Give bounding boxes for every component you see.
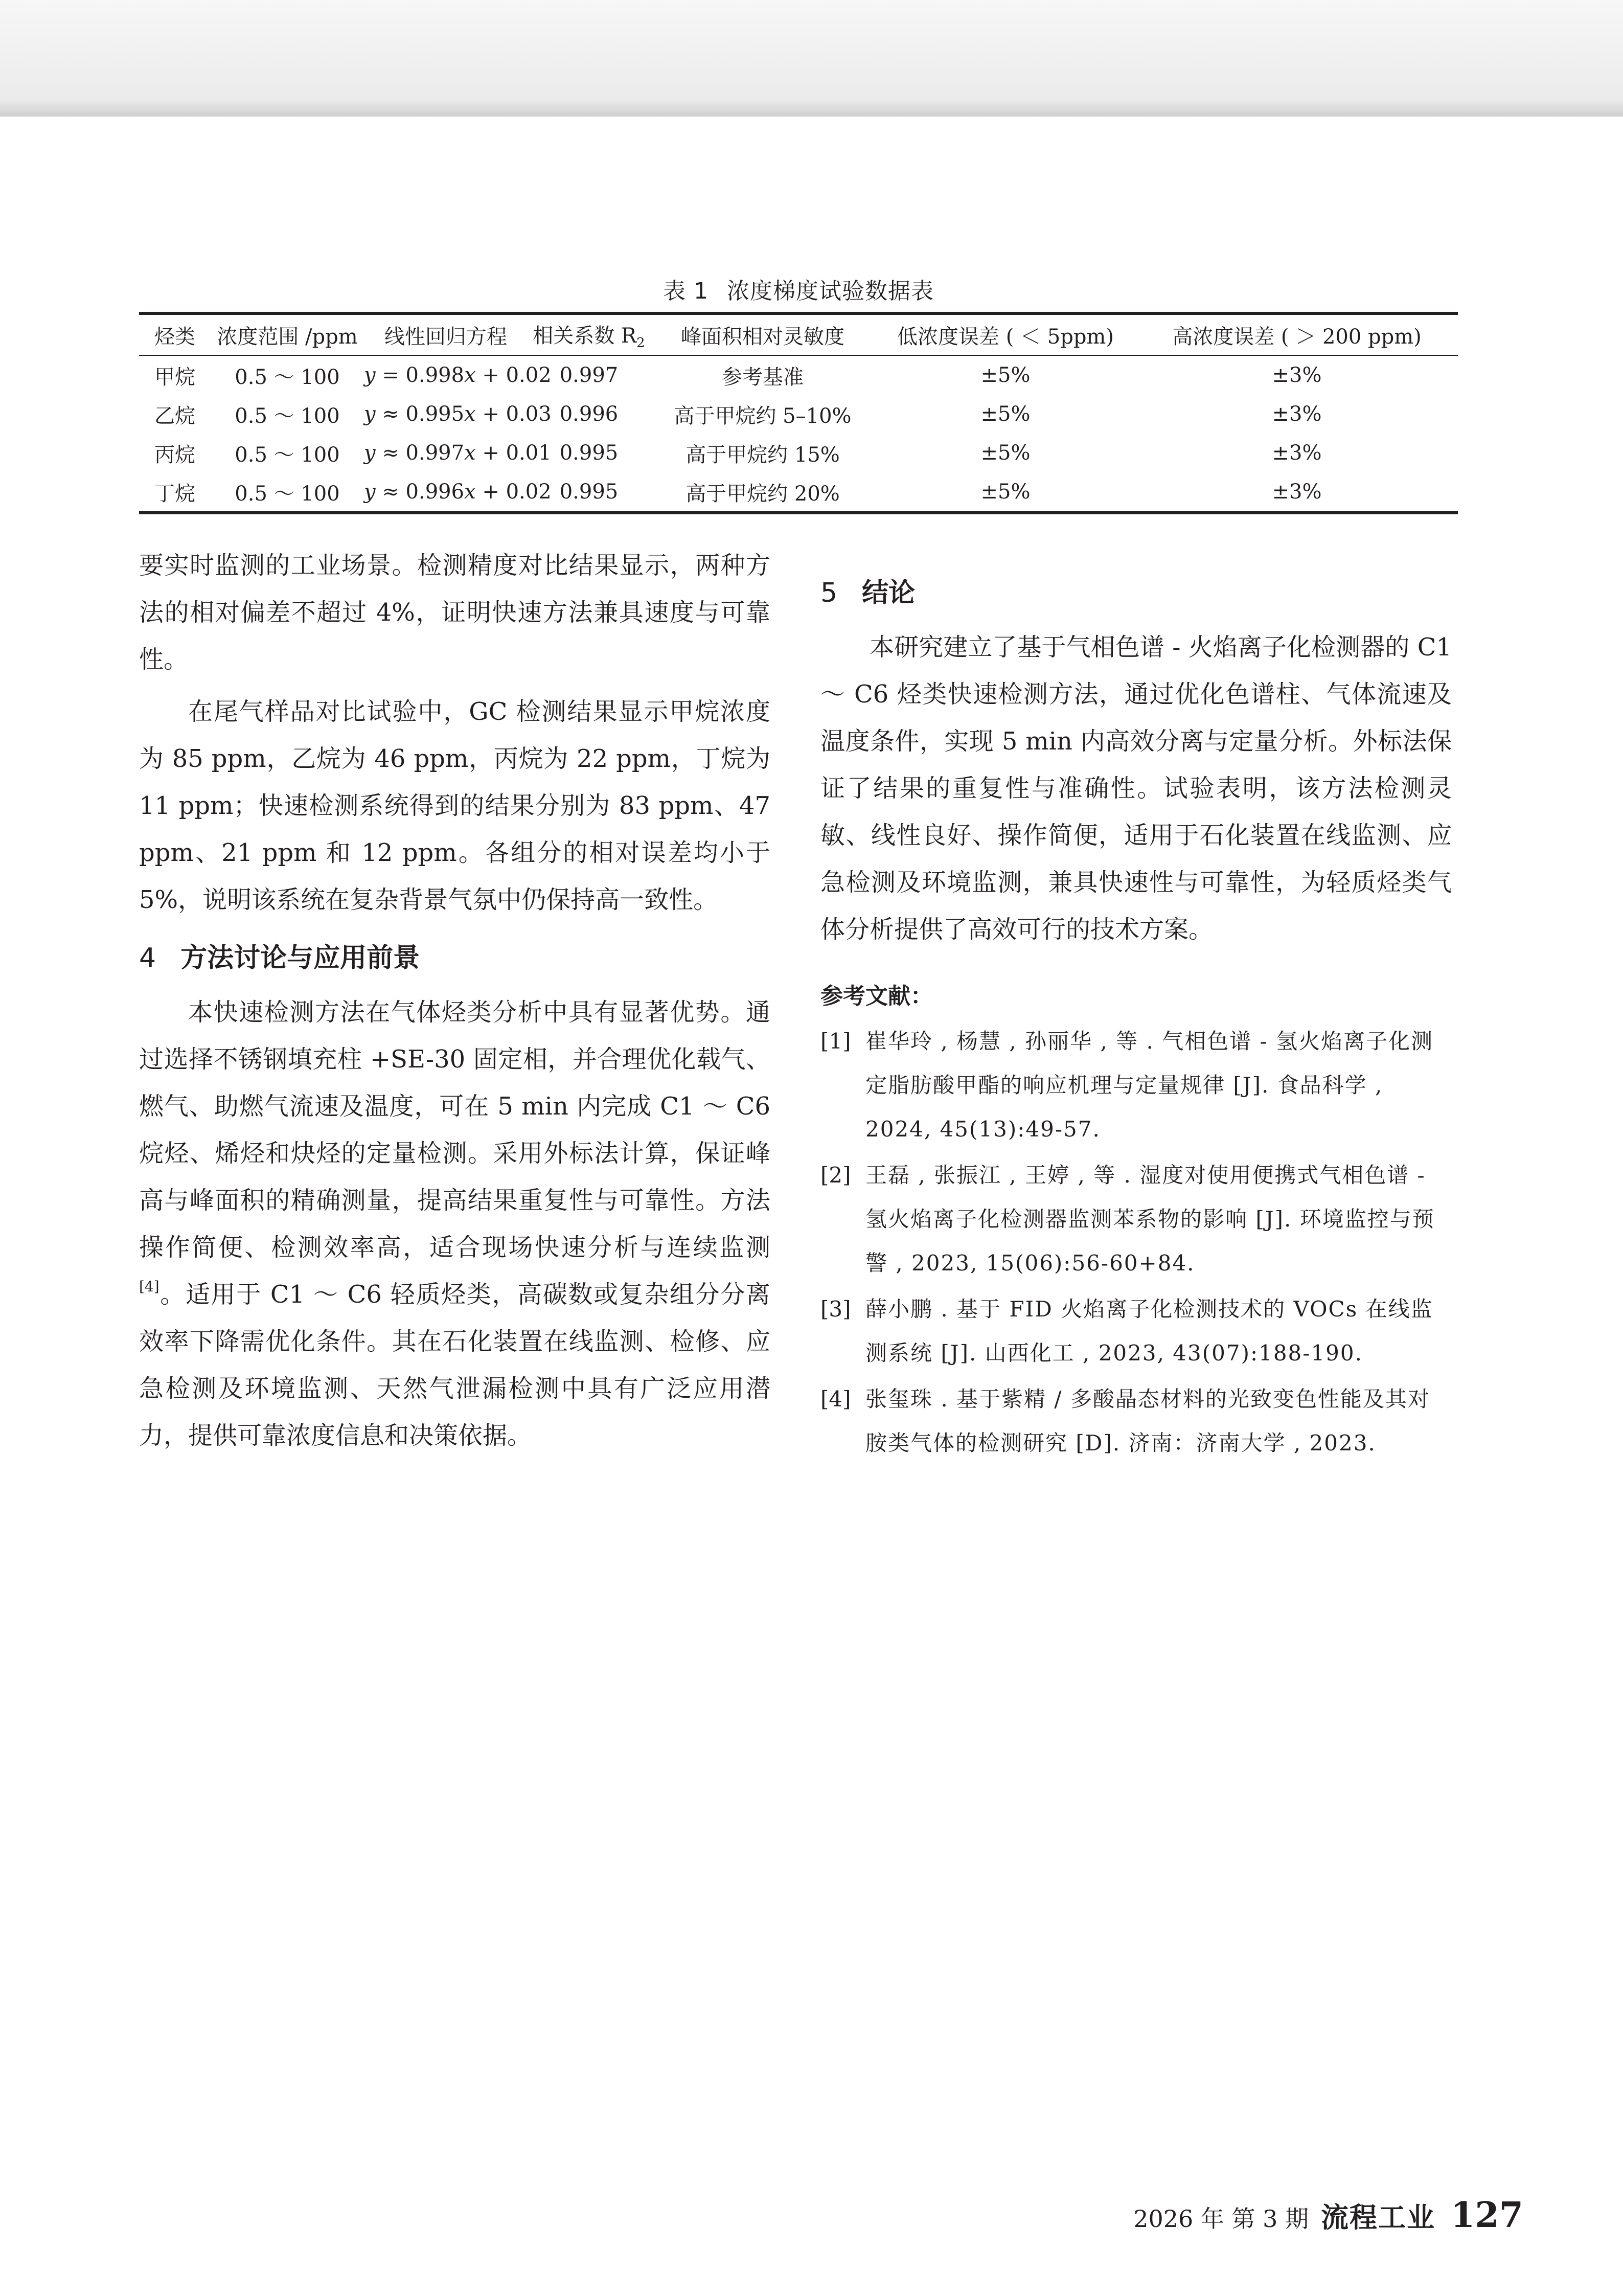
reference-text: 王磊 , 张振江 , 王婷 , 等 . 湿度对使用便携式气相色谱 - 氢火焰离子化检测器监测苯系物的影响 [J]. 环境监控与预警 , 2023, 15(06):56-60+84. xyxy=(865,1163,1435,1276)
cell-low-error: ±5% xyxy=(980,441,1031,465)
reference-text: 崔华玲 , 杨慧 , 孙丽华 , 等 . 气相色谱 - 氢火焰离子化测定脂肪酸甲酯的响应机理与定量规律 [J]. 食品科学 , 2024, 45(13):49-57. xyxy=(865,1029,1434,1142)
cell-low-error: ±5% xyxy=(980,402,1031,426)
left-column xyxy=(139,542,770,1459)
cell-sensitivity: 高于甲烷约 5–10% xyxy=(674,404,852,428)
reference-number: [1] xyxy=(820,1029,851,1054)
table-header-cell: 高浓度误差 ( ＞ 200 ppm) xyxy=(1136,313,1458,355)
header-r-label: 相关系数 R xyxy=(533,324,637,348)
cell-equation: y ≈ 0.995x + 0.03 xyxy=(364,402,552,426)
table-header-cell: 浓度范围 /ppm xyxy=(211,313,364,355)
data-table-block xyxy=(139,271,1458,514)
reference-number: [4] xyxy=(820,1386,851,1412)
reference-item xyxy=(820,1153,1452,1285)
cell-high-error: ±3% xyxy=(1272,441,1322,465)
table-header-cell xyxy=(528,313,650,355)
reference-text: 张玺珠 . 基于紫精 / 多酸晶态材料的光致变色性能及其对胺类气体的检测研究 [D]. 济南：济南大学 , 2023. xyxy=(865,1386,1430,1456)
section-title: 结论 xyxy=(862,578,916,608)
section-title: 方法讨论与应用前景 xyxy=(180,943,420,973)
cell-r: 0.995 xyxy=(528,472,650,513)
table-row xyxy=(139,434,1458,472)
cell-range: 0.5 ～ 100 xyxy=(235,365,340,389)
references-heading: 参考文献： xyxy=(820,983,933,1009)
table-caption xyxy=(139,271,1458,312)
top-gray-band xyxy=(0,0,1623,117)
cell-low-error: ±5% xyxy=(980,363,1031,387)
table-row xyxy=(139,355,1458,395)
table-row xyxy=(139,395,1458,434)
table-header-row xyxy=(139,313,1458,355)
cell-sensitivity: 高于甲烷约 15% xyxy=(685,443,840,467)
issue-info: 2026 年 第 3 期 xyxy=(1133,2205,1309,2233)
table-caption-number: 表 1 xyxy=(663,278,708,304)
table-header-cell: 低浓度误差 ( ＜ 5ppm) xyxy=(875,313,1136,355)
cell-sensitivity: 高于甲烷约 20% xyxy=(650,472,875,513)
table-row xyxy=(139,472,1458,513)
cell-equation: y ≈ 0.997x + 0.01 xyxy=(364,441,552,465)
cell-name: 丙烷 xyxy=(154,443,195,467)
table-header-cell: 线性回归方程 xyxy=(364,313,528,355)
cell-range: 0.5 ～ 100 xyxy=(235,404,340,428)
table-caption-title: 浓度梯度试验数据表 xyxy=(726,278,934,304)
cell-name: 甲烷 xyxy=(154,365,195,389)
concentration-gradient-table xyxy=(139,312,1458,514)
cell-high-error: ±3% xyxy=(1272,363,1322,387)
reference-text: 薛小鹏 . 基于 FID 火焰离子化检测技术的 VOCs 在线监测系统 [J]. 山西化工 , 2023, 43(07):188-190. xyxy=(865,1297,1433,1366)
cell-equation: y ≈ 0.996x + 0.02 xyxy=(364,472,528,513)
cell-high-error: ±3% xyxy=(1272,402,1322,426)
reference-item xyxy=(820,1377,1452,1465)
cell-equation: y = 0.998x + 0.02 xyxy=(364,363,552,387)
table-header-cell: 峰面积相对灵敏度 xyxy=(650,313,875,355)
cell-sensitivity: 参考基准 xyxy=(722,365,804,389)
cell-r: 0.997 xyxy=(559,363,619,387)
section-number: 4 xyxy=(139,943,156,973)
reference-item xyxy=(820,1287,1452,1375)
cell-name: 乙烷 xyxy=(154,404,195,428)
cell-r: 0.996 xyxy=(559,402,619,426)
section-number: 5 xyxy=(820,578,838,608)
header-r-subscript: 2 xyxy=(636,335,645,351)
reference-number: [2] xyxy=(820,1163,851,1188)
paragraph-method-discussion: 本快速检测方法在气体烃类分析中具有显著优势。通过选择不锈钢填充柱 +SE-30 固定相，并合理优化载气、燃气、助燃气流速及温度，可在 5 min 内完成 C1 ～ C6 烷烃、烯烃和炔烃的定量检测。采用外标法计算，保证峰高与峰面积的精确测量，提高结果重复性与可靠性。方法操作简便、检测效率高，适合现场快速分析与连续监测[4]。适用于 C1 ～ C6 轻质烃类，高碳数或复杂组分分离效率下降需优化条件。其在石化装置在线监测、检修、应急检测及环境监测、天然气泄漏检测中具有广泛应用潜力，提供可靠浓度信息和决策依据。 xyxy=(139,998,770,1450)
paragraph-exhaust-comparison: 在尾气样品对比试验中，GC 检测结果显示甲烷浓度为 85 ppm，乙烷为 46 ppm，丙烷为 22 ppm，丁烷为 11 ppm；快速检测系统得到的结果分别为 83 ppm、47 ppm、21 ppm 和 12 ppm。各组分的相对误差均小于 5%，说明该系统在复杂背景气氛中仍保持高一致性。 xyxy=(139,697,770,914)
page-footer xyxy=(1133,2192,1523,2238)
table-header-cell: 烃类 xyxy=(139,313,211,355)
reference-number: [3] xyxy=(820,1297,851,1322)
paragraph-conclusion: 本研究建立了基于气相色谱 - 火焰离子化检测器的 C1 ～ C6 烃类快速检测方法，通过优化色谱柱、气体流速及温度条件，实现 5 min 内高效分离与定量分析。外标法保证了结果的重复性与准确性。试验表明，该方法检测灵敏、线性良好、操作简便，适用于石化装置在线监测、应急检测及环境监测，兼具快速性与可靠性，为轻质烃类气体分析提供了高效可行的技术方案。 xyxy=(820,633,1452,944)
right-column xyxy=(820,542,1452,1467)
page-number: 127 xyxy=(1451,2195,1523,2236)
cell-r: 0.995 xyxy=(559,441,619,465)
cell-low-error: ±5% xyxy=(875,472,1136,513)
section-5-heading xyxy=(820,573,1452,613)
cell-range: 0.5 ～ 100 xyxy=(235,443,340,467)
cell-high-error: ±3% xyxy=(1136,472,1458,513)
paragraph-continued: 要实时监测的工业场景。检测精度对比结果显示，两种方法的相对偏差不超过 4%，证明快速方法兼具速度与可靠性。 xyxy=(139,551,770,674)
cell-name: 丁烷 xyxy=(139,472,211,513)
citation: [4] xyxy=(139,1278,159,1295)
section-4-heading xyxy=(139,938,770,979)
cell-range: 0.5 ～ 100 xyxy=(211,472,364,513)
reference-item xyxy=(820,1019,1452,1151)
journal-name: 流程工业 xyxy=(1321,2201,1436,2234)
